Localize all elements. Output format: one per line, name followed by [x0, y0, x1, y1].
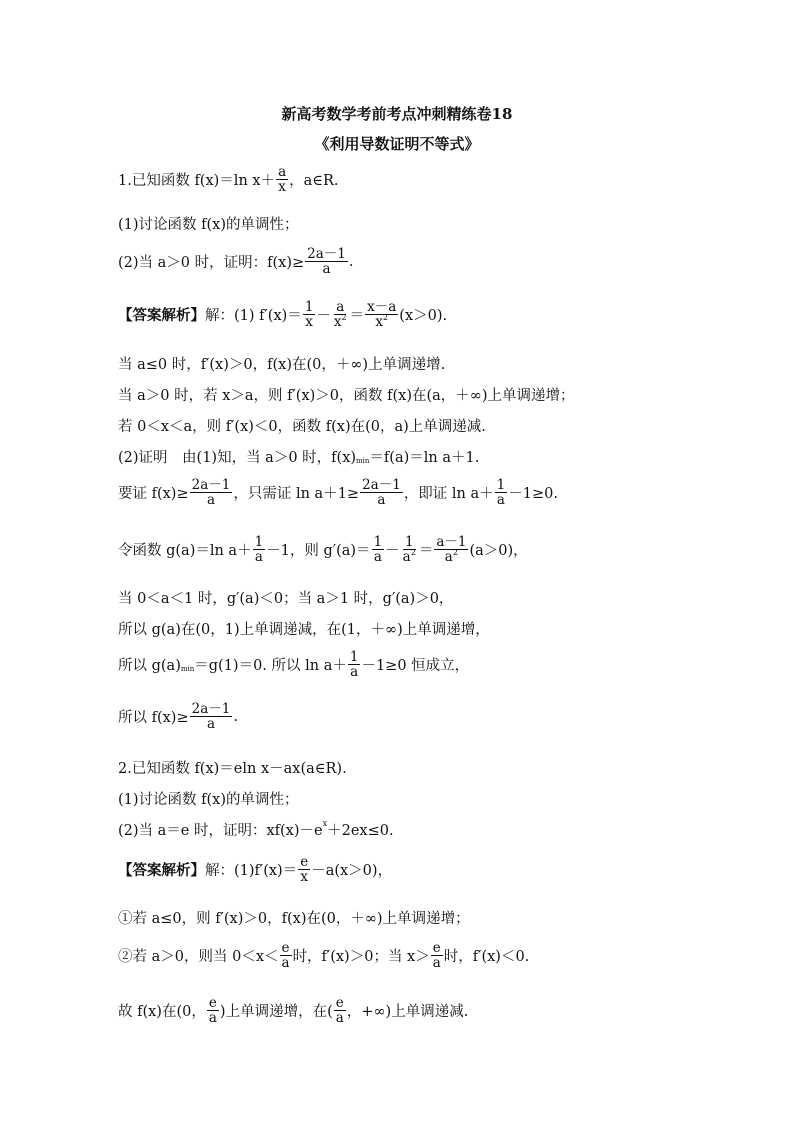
answer-line: 要证 f(x)≥ $\frac{2a-1}{a}$ ，只需证 ln a＋1≥ $\frac{2a-1}{a}$ ，即证 ln a＋ $\frac{1}{a}$ －1≥0. [118, 477, 558, 509]
problem-2-question-2: (2)当 a＝e 时，证明：xf(x)－e x ＋2ex≤0. [118, 819, 394, 839]
answer-line: 令函数 g(a)＝ln a＋ $\frac{1}{a}$ －1，则 g′(a)＝ $\frac{1}{a}$ － $\frac{1}{a^2}$ ＝ $\frac{a-1}{a^2}$ (a＞0)， [118, 534, 528, 566]
problem-1-answer-header: 【答案解析】 解：(1) f′(x)＝ $\frac{1}{x}$ － $\frac{a}{x^2}$ ＝ $\frac{x-a}{x^2}$ (x＞0). [118, 299, 448, 331]
answer-line: 若 0＜x＜a，则 f′(x)＜0，函数 f(x)在(0，a)上单调递减. [118, 419, 486, 435]
problem-2-answer-header: 【答案解析】 解：(1)f′(x)＝ $\frac{e}{x}$ －a(x＞0)， [118, 854, 393, 886]
problem-1-question-1: (1)讨论函数 f(x)的单调性； [118, 217, 299, 233]
answer-line: 故 f(x)在(0， $\frac{e}{a}$ )上单调递增，在( $\frac{e}{a}$ ，+∞)上单调递减. [118, 995, 469, 1027]
answer-line: (2)证明 由(1)知，当 a＞0 时，f(x) min ＝f(a)＝ln a＋1. [118, 450, 480, 466]
answer-line: ①若 a≤0，则 f′(x)＞0，f(x)在(0，＋∞)上单调递增； [118, 911, 470, 927]
problem-2-statement: 2.已知函数 f(x)＝eln x－ax(a∈R). [118, 761, 347, 777]
answer-line: 当 a＞0 时，若 x＞a，则 f′(x)＞0，函数 f(x)在(a，＋∞)上单调递增； [118, 388, 575, 404]
problem-1-question-2: (2)当 a＞0 时，证明：f(x)≥ $\frac{2a-1}{a}$ . [118, 246, 354, 278]
answer-line: 当 a≤0 时，f′(x)＞0，f(x)在(0，＋∞)上单调递增. [118, 357, 446, 373]
fraction: $\frac{a}{x}$ [278, 164, 287, 196]
page-subtitle: 《利用导数证明不等式》 [314, 135, 480, 153]
problem-2-question-1: (1)讨论函数 f(x)的单调性； [118, 792, 299, 808]
problem-1-statement: 1.已知函数 f(x)＝ln x＋ $\frac{a}{x}$ ，a∈R. [118, 164, 339, 196]
answer-line: 所以 g(a)在(0，1)上单调递减，在(1，＋∞)上单调递增， [118, 622, 490, 638]
answer-line: 所以 g(a) min ＝g(1)＝0. 所以 ln a＋ $\frac{1}{a}$ －1≥0 恒成立， [118, 649, 470, 681]
page-title: 新高考数学考前考点冲刺精练卷18 [281, 105, 513, 123]
answer-line: ②若 a＞0，则当 0＜x＜ $\frac{e}{a}$ 时，f′(x)＞0；当 x＞ $\frac{e}{a}$ 时，f′(x)＜0. [118, 940, 530, 972]
answer-line: 当 0＜a＜1 时，g′(a)＜0；当 a＞1 时，g′(a)＞0， [118, 591, 454, 607]
answer-line: 所以 f(x)≥ $\frac{2a-1}{a}$ . [118, 701, 238, 733]
fraction: $\frac{2a-1}{a}$ [307, 246, 346, 278]
